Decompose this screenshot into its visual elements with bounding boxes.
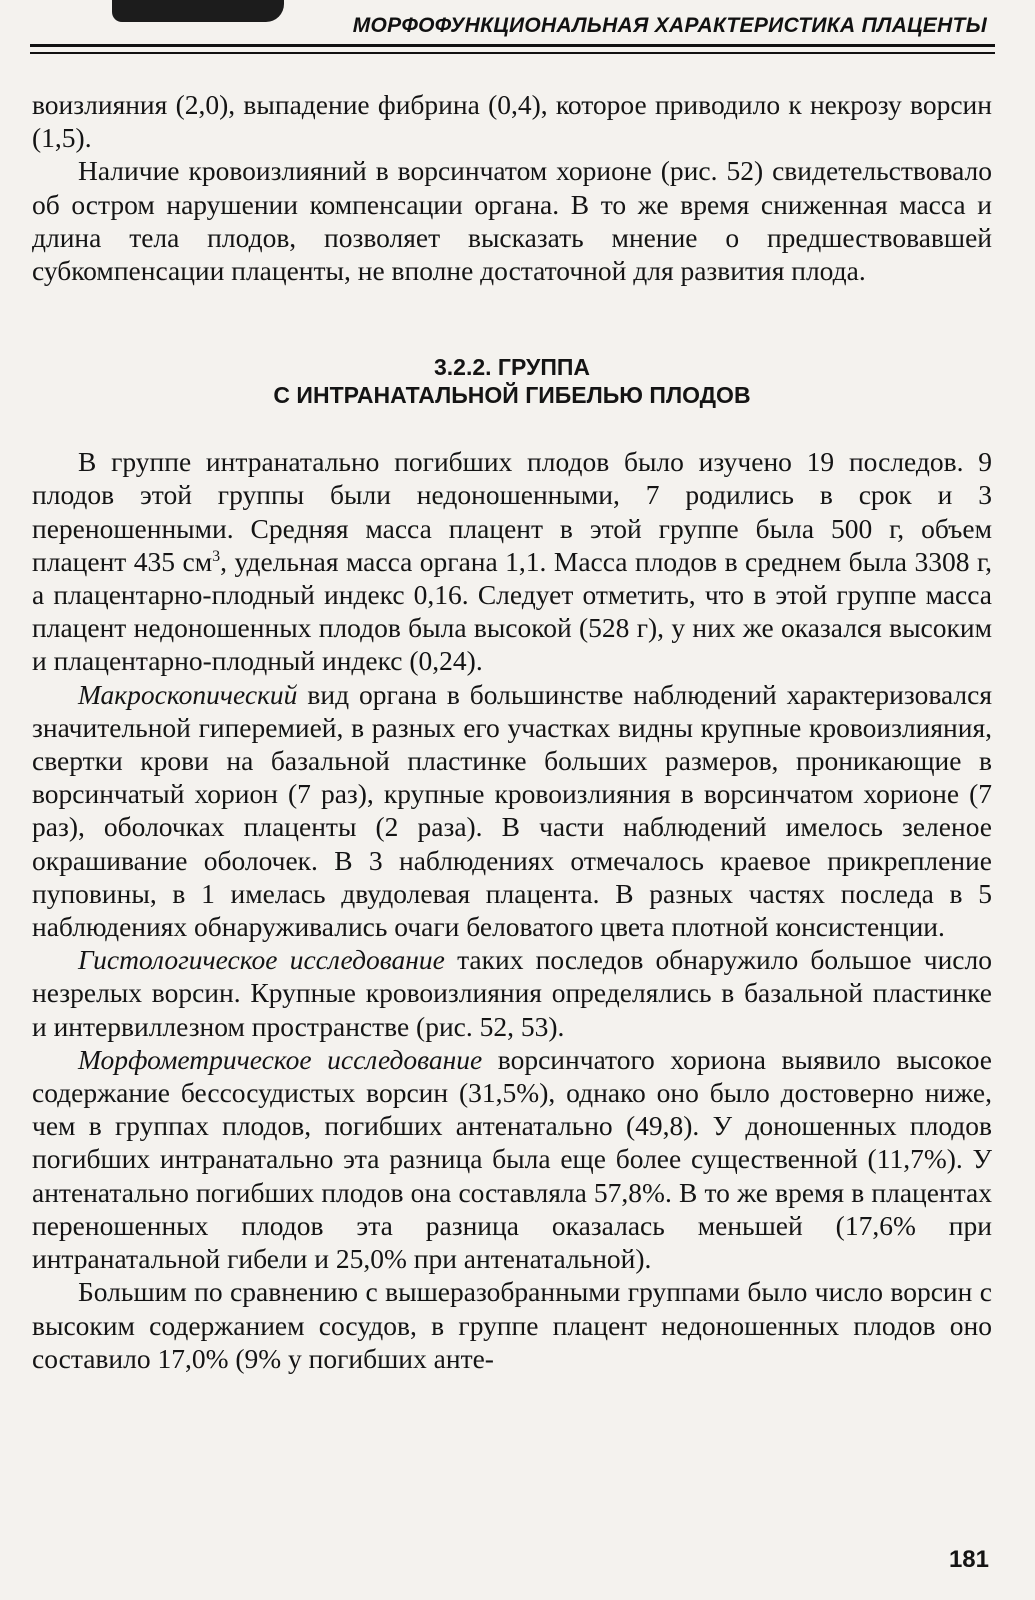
text-run: вид органа в большинстве наблюдений характеризовался значительной гиперемией, в разных его участках видны крупные кровоизлияния, свертки крови на базальной пластинке больших размеров, проникающие в ворсинчатый хорион (7 раз), крупные кровоизлияния в ворсинчатом хорионе (7 раз), оболочках плаценты (2 раза). В части наблюдений имелось зеленое окрашивание оболочек. В 3 наблюдениях отмечалось краевое прикрепление пуповины, в 1 имелась двудолевая плацента. В разных частях последа в 5 наблюдениях обнаруживались очаги беловатого цвета плотной консистенции. [32, 678, 992, 943]
text-run: ворсинчатого хориона выявило высокое содержание бессосудистых ворсин (31,5%), однако оно было достоверно ниже, чем в группах плодов, погибших антенатально (49,8). У доношенных плодов погибших интранатально эта разница была еще более существенной (11,7%). У антенатально погибших плодов она составляла 57,8%. В то же время в плацентах переношенных плодов эта разница оказалась меньшей (17,6% при интранатальной гибели и 25,0% при антенатальной). [32, 1043, 992, 1275]
italic-term: Морфометрическое исследование [78, 1043, 483, 1075]
italic-term: Макроскопический [78, 678, 298, 710]
text-run: В группе интранатально погибших плодов было изучено 19 последов. 9 плодов этой группы были недоношенными, 7 родились в срок и 3 переношенными. Средняя масса плацент в этой группе была 500 г, объем плацент 435 см [32, 446, 992, 577]
paragraph-hemorrhage: Наличие кровоизлияний в ворсинчатом хорионе (рис. 52) свидетельствовало об остром нарушении компенсации органа. В то же время сниженная масса и длина тела плодов, позволяет высказать мнение о предшествовавшей субкомпенсации плаценты, не вполне достаточной для развития плода. [32, 155, 992, 287]
superscript: 3 [212, 547, 221, 565]
section-heading-line1: 3.2.2. ГРУППА [434, 354, 590, 381]
section-heading [32, 353, 992, 409]
paragraph-continued: воизлияния (2,0), выпадение фибрина (0,4), которое приводило к некрозу ворсин (1,5). [32, 89, 992, 154]
page-number: 181 [948, 1546, 989, 1573]
header-rule [30, 44, 995, 47]
italic-term: Гистологическое исследование [78, 944, 445, 976]
paragraph-vessels: Большим по сравнению с вышеразобранными группами было число ворсин с высоким содержанием сосудов, в группе плацент недоношенных плодов оно составило 17,0% (9% у погибших анте- [32, 1276, 992, 1374]
text-run: таких последов обнаружило большое число незрелых ворсин. Крупные кровоизлияния определялись в базальной пластинке и интервиллезном пространстве (рис. 52, 53). [32, 944, 992, 1042]
page-body [32, 88, 992, 1375]
header-decoration [112, 0, 284, 22]
running-head: МОРФОФУНКЦИОНАЛЬНАЯ ХАРАКТЕРИСТИКА ПЛАЦЕНТЫ [352, 14, 987, 37]
text-run: , удельная масса органа 1,1. Масса плодов в среднем была 3308 г, а плацентарно-плодный индекс 0,16. Следует отметить, что в этой группе масса плацент недоношенных плодов была высокой (528 г), у них же оказался высоким и плацентарно-плодный индекс (0,24). [32, 545, 992, 677]
paragraph-morphometry [32, 1043, 992, 1275]
section-heading-line2: С ИНТРАНАТАЛЬНОЙ ГИБЕЛЬЮ ПЛОДОВ [273, 382, 751, 409]
header-rule-secondary [30, 52, 995, 54]
paragraph-histology [32, 943, 992, 1043]
paragraph-macroscopic [32, 678, 992, 944]
paragraph-group-stats [32, 445, 992, 677]
